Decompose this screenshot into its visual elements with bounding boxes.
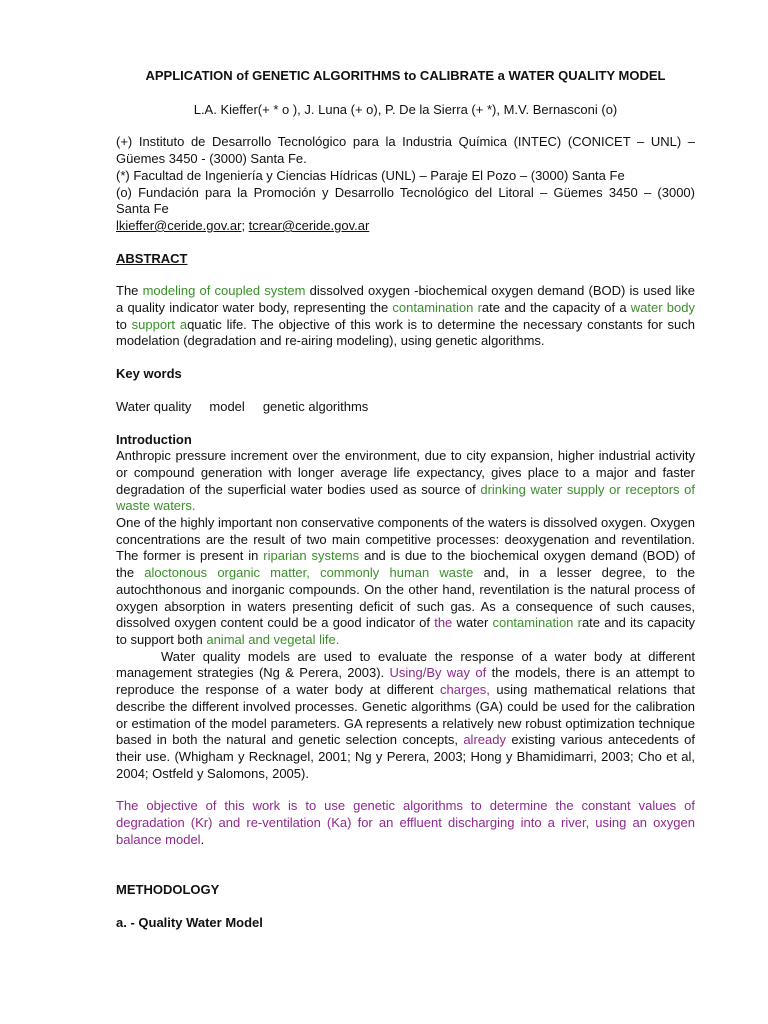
intro-paragraph-1: Anthropic pressure increment over the environment, due to city expansion, higher industrial activity or compound generation with longer average life expectancy, gives place to a major and faster degradation of the superficial water bodies used as source of drinking water supply or receptors of waste waters. [116,448,696,514]
paper-title: APPLICATION of GENETIC ALGORITHMS to CALIBRATE a WATER QUALITY MODEL [145,68,666,83]
introduction-heading: Introduction [116,431,192,447]
keywords-heading: Key words [116,366,182,382]
affiliations [116,134,695,234]
affiliation-fundacion: (o) Fundación para la Promoción y Desarrollo Tecnológico del Litoral – Güemes 3450 – (3000) Santa Fe [116,184,695,217]
email-links: lkieffer@ceride.gov.ar; tcrear@ceride.gov.ar [116,217,370,233]
keyword-item: model [209,398,245,414]
document-body [116,68,695,932]
intro-paragraph-2: One of the highly important non conservative components of the waters is dissolved oxygen. Oxygen concentrations are the result of two main competitive processes: deoxygenation and reventilation. The former is present in riparian systems and is due to the biochemical oxygen demand (BOD) of the aloctonous organic matter, commonly human waste and, in a lesser degree, to the autochthonous and inorganic compounds. On the other hand, reventilation is the natural process of oxygen absorption in waters presenting deficit of such gas. As a consequence of such causes, dissolved oxygen content could be a good indicator of the water contamination rate and its capacity to support both animal and vegetal life. [116,515,696,647]
email-link-tcrear[interactable]: tcrear@ceride.gov.ar [248,217,370,233]
keywords-list [116,399,695,416]
abstract-paragraph: The modeling of coupled system dissolved oxygen -biochemical oxygen demand (BOD) is used like a quality indicator water body, representing the contamination rate and the capacity of a water body to support aquatic life. The objective of this work is to determine the necessary constants for such modelation (degradation and re-airing modeling), using genetic algorithms. [116,283,695,349]
methodology-heading: METHODOLOGY [116,882,220,898]
abstract-heading: ABSTRACT [116,250,188,266]
keyword-item: Water quality [116,398,192,414]
email-link-kieffer[interactable]: lkieffer@ceride.gov.ar [116,217,242,233]
affiliation-intec: (+) Instituto de Desarrollo Tecnológico para la Industria Química (INTEC) (CONICET – UNL) – Güemes 3450 - (3000) Santa Fe. [116,134,695,167]
quality-water-model-heading: a. - Quality Water Model [116,915,263,931]
author-list: L.A. Kieffer(+ * o ), J. Luna (+ o), P. De la Sierra (+ *), M.V. Bernasconi (o) [193,101,618,117]
intro-paragraph-3: Water quality models are used to evaluate the response of a water body at different management strategies (Ng & Perera, 2003). Using/By way of the models, there is an attempt to reproduce the response of a water body at different charges, using mathematical relations that describe the different involved processes. Genetic algorithms (GA) could be used for the calibration or estimation of the model parameters. GA represents a relatively new robust optimization technique based in both the natural and genetic selection concepts, already existing various antecedents of their use. (Whigham y Recknagel, 2001; Ng y Perera, 2003; Hong y Bhamidimarri, 2003; Cho et al, 2004; Ostfeld y Salomons, 2005). [116,648,696,781]
objective-paragraph: The objective of this work is to use genetic algorithms to determine the constant values of degradation (Kr) and re-ventilation (Ka) for an effluent discharging into a river, using an oxygen balance model. [116,798,695,847]
affiliation-fich: (*) Facultad de Ingeniería y Ciencias Hídricas (UNL) – Paraje El Pozo – (3000) Santa Fe [116,167,625,183]
keyword-item: genetic algorithms [262,398,369,414]
